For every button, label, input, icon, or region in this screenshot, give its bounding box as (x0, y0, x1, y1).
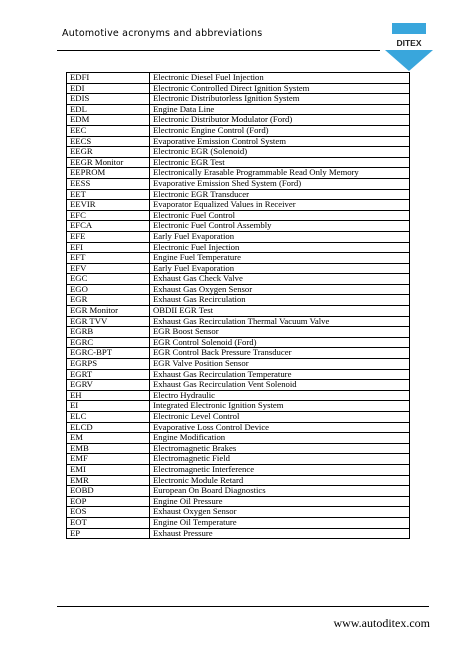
meaning-cell: Electronic Distributor Modulator (Ford) (150, 115, 410, 126)
table-row (67, 94, 410, 105)
meaning-cell: EGR Control Solenoid (Ford) (150, 337, 410, 348)
table-row (67, 401, 410, 412)
table-row (67, 496, 410, 507)
meaning-cell: European On Board Diagnostics (150, 486, 410, 497)
meaning-cell: Engine Fuel Temperature (150, 253, 410, 264)
acronym-cell: EMF (67, 454, 150, 465)
acronym-cell: EGR TVV (67, 316, 150, 327)
meaning-cell: EGR Control Back Pressure Transducer (150, 348, 410, 359)
acronym-cell: EEGR Monitor (67, 157, 150, 168)
acronym-table-body (67, 73, 410, 539)
meaning-cell: Electronic Distributorless Ignition System (150, 94, 410, 105)
meaning-cell: OBDII EGR Test (150, 306, 410, 317)
acronym-cell: EGO (67, 284, 150, 295)
meaning-cell: EGR Valve Position Sensor (150, 359, 410, 370)
meaning-cell: Engine Data Line (150, 104, 410, 115)
meaning-cell: Exhaust Gas Recirculation Vent Solenoid (150, 380, 410, 391)
table-row (67, 231, 410, 242)
meaning-cell: Electronically Erasable Programmable Read Only Memory (150, 168, 410, 179)
meaning-cell: Integrated Electronic Ignition System (150, 401, 410, 412)
acronym-cell: EOP (67, 496, 150, 507)
acronym-cell: EI (67, 401, 150, 412)
table-row (67, 104, 410, 115)
table-row (67, 253, 410, 264)
meaning-cell: Evaporative Emission Shed System (Ford) (150, 178, 410, 189)
footer-divider (57, 606, 429, 607)
meaning-cell: Electronic Fuel Control Assembly (150, 221, 410, 232)
logo-triangle (385, 50, 433, 71)
table-row (67, 422, 410, 433)
acronym-cell: EGRC (67, 337, 150, 348)
header-title: Automotive acronyms and abbreviations (62, 28, 263, 39)
table-row (67, 316, 410, 327)
meaning-cell: Exhaust Gas Oxygen Sensor (150, 284, 410, 295)
table-row (67, 369, 410, 380)
meaning-cell: Exhaust Gas Recirculation Temperature (150, 369, 410, 380)
meaning-cell: Electronic EGR Test (150, 157, 410, 168)
acronym-cell: EFT (67, 253, 150, 264)
acronym-cell: EDM (67, 115, 150, 126)
meaning-cell: Engine Oil Pressure (150, 496, 410, 507)
table-row (67, 412, 410, 423)
meaning-cell: Electronic Engine Control (Ford) (150, 125, 410, 136)
acronym-cell: EM (67, 433, 150, 444)
acronym-cell: ELC (67, 412, 150, 423)
meaning-cell: Electro Hydraulic (150, 390, 410, 401)
acronym-cell: EP (67, 528, 150, 539)
acronym-cell: EH (67, 390, 150, 401)
acronym-cell: ELCD (67, 422, 150, 433)
meaning-cell: Electronic Diesel Fuel Injection (150, 73, 410, 84)
acronym-cell: EGRB (67, 327, 150, 338)
table-row (67, 295, 410, 306)
table-row (67, 284, 410, 295)
table-row (67, 147, 410, 158)
acronym-cell: EECS (67, 136, 150, 147)
acronym-cell: EFC (67, 210, 150, 221)
table-row (67, 306, 410, 317)
table-row (67, 380, 410, 391)
acronym-cell: EMB (67, 443, 150, 454)
meaning-cell: Evaporative Loss Control Device (150, 422, 410, 433)
acronym-cell: EMR (67, 475, 150, 486)
table-row (67, 221, 410, 232)
logo-top-block (392, 23, 426, 34)
acronym-cell: EOBD (67, 486, 150, 497)
table-row (67, 83, 410, 94)
table-row (67, 263, 410, 274)
acronym-cell: EOT (67, 517, 150, 528)
table-row (67, 390, 410, 401)
acronym-cell: EEGR (67, 147, 150, 158)
table-row (67, 348, 410, 359)
acronym-cell: EMI (67, 464, 150, 475)
acronym-cell: EEPROM (67, 168, 150, 179)
table-row (67, 125, 410, 136)
table-row (67, 475, 410, 486)
acronym-cell: EDIS (67, 94, 150, 105)
meaning-cell: Exhaust Gas Recirculation (150, 295, 410, 306)
meaning-cell: Electromagnetic Interference (150, 464, 410, 475)
table-row (67, 168, 410, 179)
table-row (67, 189, 410, 200)
table-row (67, 157, 410, 168)
meaning-cell: Electronic Controlled Direct Ignition System (150, 83, 410, 94)
meaning-cell: Exhaust Gas Recirculation Thermal Vacuum Valve (150, 316, 410, 327)
acronym-cell: EDL (67, 104, 150, 115)
meaning-cell: Exhaust Pressure (150, 528, 410, 539)
acronym-cell: EGC (67, 274, 150, 285)
acronym-cell: EGR (67, 295, 150, 306)
acronym-cell: EFV (67, 263, 150, 274)
table-row (67, 337, 410, 348)
meaning-cell: Electronic EGR (Solenoid) (150, 147, 410, 158)
meaning-cell: Electromagnetic Brakes (150, 443, 410, 454)
acronym-cell: EEC (67, 125, 150, 136)
table-row (67, 274, 410, 285)
table-row (67, 433, 410, 444)
acronym-cell: EOS (67, 507, 150, 518)
acronym-cell: EGRPS (67, 359, 150, 370)
acronym-cell: EESS (67, 178, 150, 189)
acronym-cell: EGRC-BPT (67, 348, 150, 359)
acronym-table (66, 72, 410, 539)
header-divider (57, 50, 380, 51)
acronym-cell: EGR Monitor (67, 306, 150, 317)
meaning-cell: Electronic Module Retard (150, 475, 410, 486)
meaning-cell: Electronic Level Control (150, 412, 410, 423)
acronym-cell: EFCA (67, 221, 150, 232)
meaning-cell: Engine Oil Temperature (150, 517, 410, 528)
meaning-cell: Exhaust Gas Check Valve (150, 274, 410, 285)
meaning-cell: EGR Boost Sensor (150, 327, 410, 338)
table-row (67, 359, 410, 370)
meaning-cell: Evaporative Emission Control System (150, 136, 410, 147)
table-row (67, 443, 410, 454)
meaning-cell: Electronic Fuel Control (150, 210, 410, 221)
acronym-cell: EDFI (67, 73, 150, 84)
meaning-cell: Early Fuel Evaporation (150, 231, 410, 242)
meaning-cell: Electromagnetic Field (150, 454, 410, 465)
footer-url: www.autoditex.com (333, 616, 430, 630)
table-row (67, 242, 410, 253)
acronym-cell: EGRT (67, 369, 150, 380)
table-row (67, 210, 410, 221)
table-row (67, 486, 410, 497)
table-row (67, 327, 410, 338)
acronym-cell: EDI (67, 83, 150, 94)
meaning-cell: Electronic Fuel Injection (150, 242, 410, 253)
table-row (67, 464, 410, 475)
table-row (67, 73, 410, 84)
table-row (67, 136, 410, 147)
table-row (67, 528, 410, 539)
acronym-cell: EET (67, 189, 150, 200)
meaning-cell: Electronic EGR Transducer (150, 189, 410, 200)
meaning-cell: Evaporator Equalized Values in Receiver (150, 200, 410, 211)
table-row (67, 454, 410, 465)
table-row (67, 507, 410, 518)
table-row (67, 517, 410, 528)
acronym-cell: EEVIR (67, 200, 150, 211)
meaning-cell: Early Fuel Evaporation (150, 263, 410, 274)
meaning-cell: Engine Modification (150, 433, 410, 444)
table-row (67, 200, 410, 211)
acronym-cell: EFI (67, 242, 150, 253)
acronym-cell: EGRV (67, 380, 150, 391)
table-row (67, 178, 410, 189)
meaning-cell: Exhaust Oxygen Sensor (150, 507, 410, 518)
acronym-cell: EFE (67, 231, 150, 242)
table-row (67, 115, 410, 126)
logo-text: DITEX (396, 38, 422, 48)
ditex-logo (385, 23, 433, 71)
